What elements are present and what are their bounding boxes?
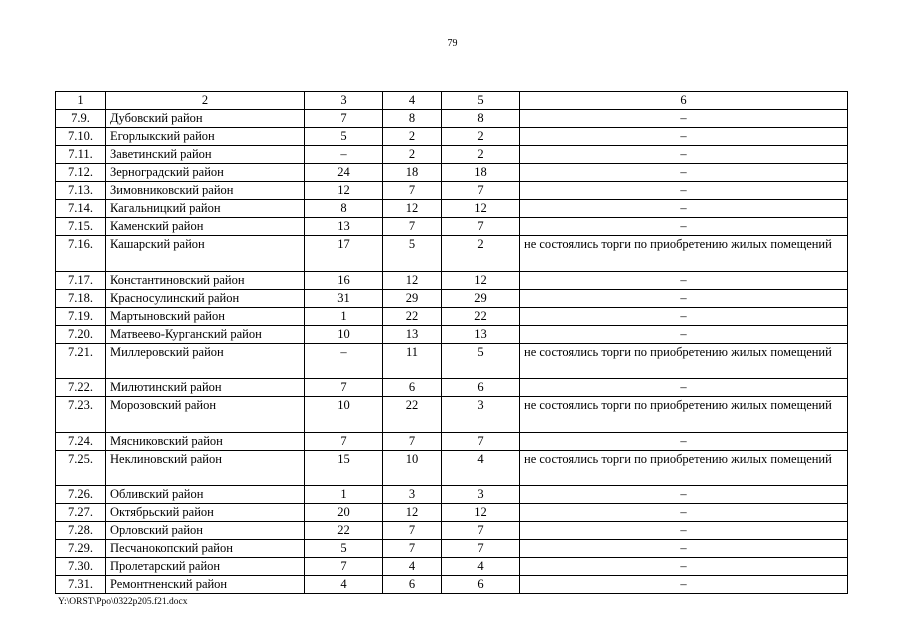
value-cell-4: 6 [383,379,442,397]
value-cell-5: 18 [442,164,520,182]
value-cell-5: 3 [442,486,520,504]
note-cell: – [520,522,848,540]
value-cell-3: – [305,146,383,164]
table-row [56,325,848,343]
note-cell: не состоялись торги по приобретению жилых помещений [520,343,848,379]
row-number-cell: 7.18. [56,289,106,307]
row-number-cell: 7.29. [56,540,106,558]
row-number-cell: 7.27. [56,504,106,522]
row-number-cell: 7.15. [56,218,106,236]
value-cell-3: 5 [305,128,383,146]
value-cell-5: 6 [442,576,520,594]
value-cell-4: 7 [383,218,442,236]
value-cell-4: 3 [383,486,442,504]
page-number: 79 [447,38,458,49]
value-cell-4: 7 [383,182,442,200]
value-cell-5: 6 [442,379,520,397]
district-name-cell: Мартыновский район [106,307,305,325]
value-cell-4: 10 [383,450,442,486]
value-cell-3: 1 [305,486,383,504]
value-cell-3: 5 [305,540,383,558]
district-name-cell: Заветинский район [106,146,305,164]
table-row [56,146,848,164]
value-cell-3: 13 [305,218,383,236]
district-name-cell: Матвеево-Курганский район [106,325,305,343]
value-cell-5: 7 [442,182,520,200]
value-cell-3: 1 [305,307,383,325]
district-name-cell: Каменский район [106,218,305,236]
note-cell: не состоялись торги по приобретению жилых помещений [520,397,848,433]
table-row [56,182,848,200]
table-row [56,397,848,433]
note-cell: – [520,558,848,576]
row-number-cell: 7.10. [56,128,106,146]
table-row [56,504,848,522]
note-cell: – [520,182,848,200]
row-number-cell: 7.13. [56,182,106,200]
note-cell: – [520,379,848,397]
value-cell-4: 29 [383,289,442,307]
value-cell-5: 13 [442,325,520,343]
value-cell-3: 17 [305,236,383,272]
row-number-cell: 7.14. [56,200,106,218]
row-number-cell: 7.23. [56,397,106,433]
row-number-cell: 7.30. [56,558,106,576]
value-cell-5: 4 [442,450,520,486]
note-cell: – [520,504,848,522]
table-row [56,558,848,576]
district-name-cell: Зимовниковский район [106,182,305,200]
table-row [56,236,848,272]
row-number-cell: 7.17. [56,271,106,289]
value-cell-5: 5 [442,343,520,379]
value-cell-3: 12 [305,182,383,200]
note-cell: – [520,164,848,182]
value-cell-3: – [305,343,383,379]
value-cell-3: 15 [305,450,383,486]
value-cell-3: 24 [305,164,383,182]
note-cell: – [520,432,848,450]
table-row [56,540,848,558]
table-row [56,200,848,218]
district-name-cell: Морозовский район [106,397,305,433]
row-number-cell: 7.24. [56,432,106,450]
district-name-cell: Орловский район [106,522,305,540]
value-cell-3: 20 [305,504,383,522]
value-cell-4: 8 [383,110,442,128]
row-number-cell: 7.20. [56,325,106,343]
value-cell-5: 7 [442,540,520,558]
value-cell-5: 12 [442,271,520,289]
value-cell-5: 7 [442,218,520,236]
value-cell-4: 2 [383,128,442,146]
value-cell-3: 7 [305,432,383,450]
header-cell: 4 [383,92,442,110]
table-row [56,110,848,128]
table-row [56,486,848,504]
table-row [56,343,848,379]
note-cell: – [520,110,848,128]
table-row [56,128,848,146]
footer-file-path: Y:\ORST\Ppo\0322p205.f21.docx [58,597,188,607]
value-cell-5: 2 [442,146,520,164]
table-row [56,379,848,397]
table-row [56,450,848,486]
value-cell-3: 10 [305,397,383,433]
table-header-row [56,92,848,110]
table-row [56,218,848,236]
note-cell: – [520,200,848,218]
district-name-cell: Неклиновский район [106,450,305,486]
value-cell-5: 7 [442,522,520,540]
value-cell-4: 12 [383,271,442,289]
district-name-cell: Обливский район [106,486,305,504]
district-name-cell: Дубовский район [106,110,305,128]
district-name-cell: Мясниковский район [106,432,305,450]
note-cell: – [520,289,848,307]
value-cell-4: 13 [383,325,442,343]
note-cell: не состоялись торги по приобретению жилых помещений [520,450,848,486]
value-cell-4: 7 [383,540,442,558]
value-cell-3: 22 [305,522,383,540]
note-cell: – [520,128,848,146]
row-number-cell: 7.28. [56,522,106,540]
header-cell: 2 [106,92,305,110]
district-name-cell: Константиновский район [106,271,305,289]
value-cell-5: 2 [442,236,520,272]
value-cell-4: 4 [383,558,442,576]
header-cell: 5 [442,92,520,110]
district-name-cell: Красносулинский район [106,289,305,307]
district-name-cell: Ремонтненский район [106,576,305,594]
value-cell-4: 5 [383,236,442,272]
note-cell: – [520,325,848,343]
row-number-cell: 7.12. [56,164,106,182]
table-row [56,164,848,182]
note-cell: – [520,307,848,325]
value-cell-3: 4 [305,576,383,594]
row-number-cell: 7.21. [56,343,106,379]
value-cell-3: 31 [305,289,383,307]
district-name-cell: Егорлыкский район [106,128,305,146]
row-number-cell: 7.22. [56,379,106,397]
header-cell: 6 [520,92,848,110]
table-row [56,307,848,325]
value-cell-3: 7 [305,110,383,128]
table-row [56,271,848,289]
value-cell-4: 11 [383,343,442,379]
row-number-cell: 7.26. [56,486,106,504]
note-cell: – [520,218,848,236]
table-row [56,522,848,540]
district-name-cell: Зерноградский район [106,164,305,182]
value-cell-4: 7 [383,432,442,450]
row-number-cell: 7.9. [56,110,106,128]
value-cell-4: 6 [383,576,442,594]
row-number-cell: 7.19. [56,307,106,325]
row-number-cell: 7.25. [56,450,106,486]
note-cell: – [520,271,848,289]
district-name-cell: Октябрьский район [106,504,305,522]
value-cell-3: 7 [305,558,383,576]
table-row [56,289,848,307]
value-cell-5: 12 [442,504,520,522]
value-cell-4: 2 [383,146,442,164]
value-cell-4: 18 [383,164,442,182]
note-cell: – [520,146,848,164]
district-name-cell: Миллеровский район [106,343,305,379]
value-cell-5: 3 [442,397,520,433]
value-cell-4: 22 [383,397,442,433]
district-name-cell: Пролетарский район [106,558,305,576]
value-cell-3: 8 [305,200,383,218]
note-cell: – [520,540,848,558]
district-name-cell: Кашарский район [106,236,305,272]
value-cell-4: 22 [383,307,442,325]
table-row [56,432,848,450]
value-cell-4: 12 [383,200,442,218]
note-cell: – [520,576,848,594]
header-cell: 1 [56,92,106,110]
value-cell-5: 29 [442,289,520,307]
district-name-cell: Песчанокопский район [106,540,305,558]
district-name-cell: Милютинский район [106,379,305,397]
note-cell: – [520,486,848,504]
value-cell-5: 12 [442,200,520,218]
note-cell: не состоялись торги по приобретению жилых помещений [520,236,848,272]
row-number-cell: 7.16. [56,236,106,272]
value-cell-5: 8 [442,110,520,128]
value-cell-5: 22 [442,307,520,325]
header-cell: 3 [305,92,383,110]
value-cell-3: 16 [305,271,383,289]
value-cell-5: 7 [442,432,520,450]
districts-table [55,91,848,594]
value-cell-5: 4 [442,558,520,576]
row-number-cell: 7.31. [56,576,106,594]
table-row [56,576,848,594]
row-number-cell: 7.11. [56,146,106,164]
district-name-cell: Кагальницкий район [106,200,305,218]
value-cell-4: 12 [383,504,442,522]
value-cell-3: 10 [305,325,383,343]
value-cell-3: 7 [305,379,383,397]
value-cell-5: 2 [442,128,520,146]
value-cell-4: 7 [383,522,442,540]
